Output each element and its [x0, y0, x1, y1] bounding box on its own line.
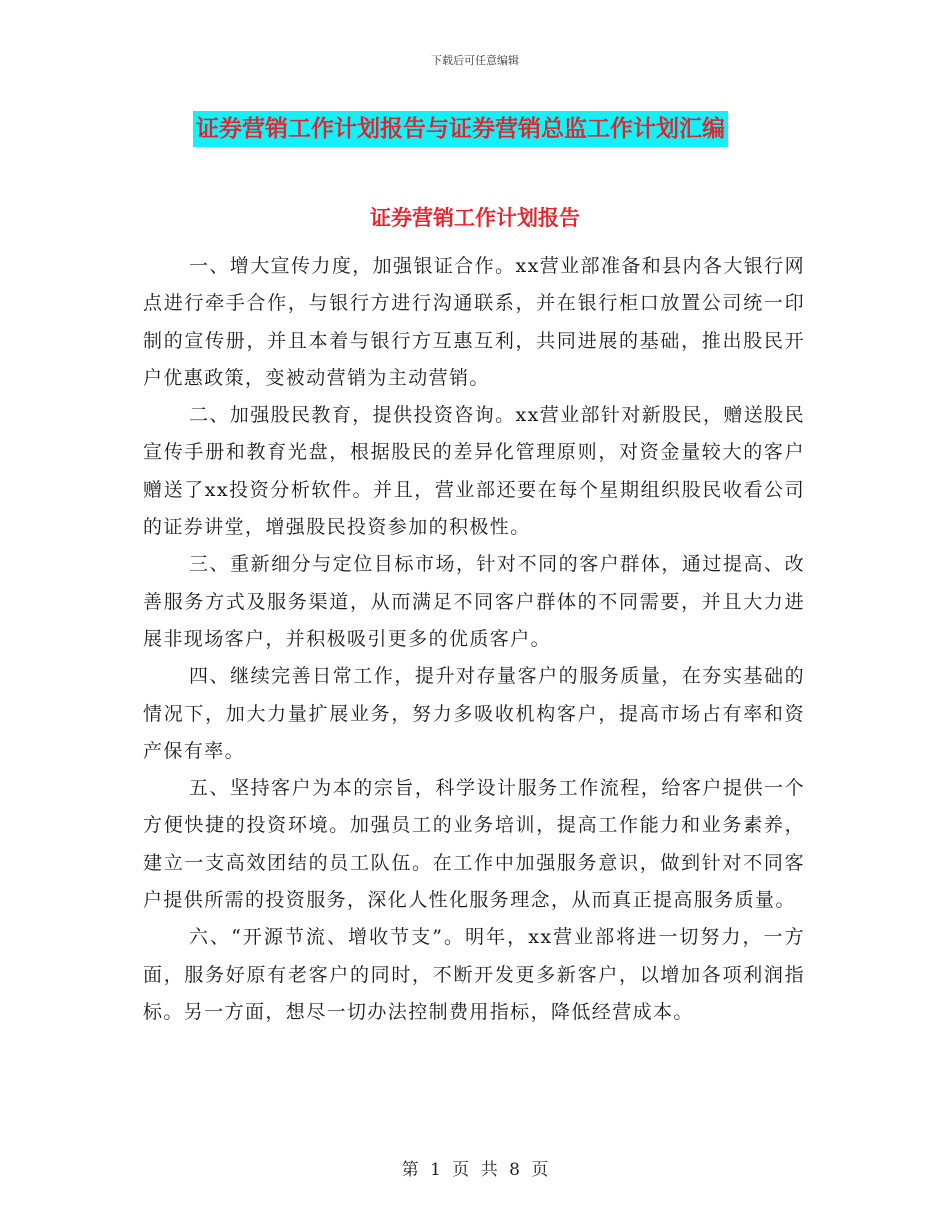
- paragraph-6: 六、“开源节流、增收节支”。明年，xx营业部将进一切努力，一方面，服务好原有老客户的同时，不断开发更多新客户，以增加各项利润指标。另一方面，想尽一切办法控制费用指标，降低经营成本。: [143, 926, 805, 1023]
- paragraph-4: 四、继续完善日常工作，提升对存量客户的服务质量，在夯实基础的情况下，加大力量扩展业务，努力多吸收机构客户，提高市场占有率和资产保有率。: [143, 665, 805, 762]
- paragraph-2: 二、加强股民教育，提供投资咨询。xx营业部针对新股民，赠送股民宣传手册和教育光盘，根据股民的差异化管理原则，对资金量较大的客户赠送了xx投资分析软件。并且，营业部还要在每个星期组织股民收看公司的证券讲堂，增强股民投资参加的积极性。: [143, 404, 805, 539]
- page-number-footer: 第 1 页 共 8 页: [401, 1160, 549, 1180]
- paragraph-1: 一、增大宣传力度，加强银证合作。xx营业部准备和县内各大银行网点进行牵手合作，与银行方进行沟通联系，并在银行柜口放置公司统一印制的宣传册，并且本着与银行方互惠互利，共同进展的基础，推出股民开户优惠政策，变被动营销为主动营销。: [143, 255, 805, 389]
- section-title: 证券营销工作计划报告: [370, 205, 580, 230]
- paragraph-3: 三、重新细分与定位目标市场，针对不同的客户群体，通过提高、改善服务方式及服务渠道，从而满足不同客户群体的不同需要，并且大力进展非现场客户，并积极吸引更多的优质客户。: [143, 553, 805, 650]
- header-note: 下载后可任意编辑: [431, 54, 519, 67]
- document-main-title: 证券营销工作计划报告与证券营销总监工作计划汇编: [193, 111, 728, 147]
- paragraph-5: 五、坚持客户为本的宗旨，科学设计服务工作流程，给客户提供一个方便快捷的投资环境。加强员工的业务培训，提高工作能力和业务素养，建立一支高效团结的员工队伍。在工作中加强服务意识，做到针对不同客户提供所需的投资服务，深化人性化服务理念，从而真正提高服务质量。: [143, 777, 805, 912]
- document-body: [143, 248, 805, 1031]
